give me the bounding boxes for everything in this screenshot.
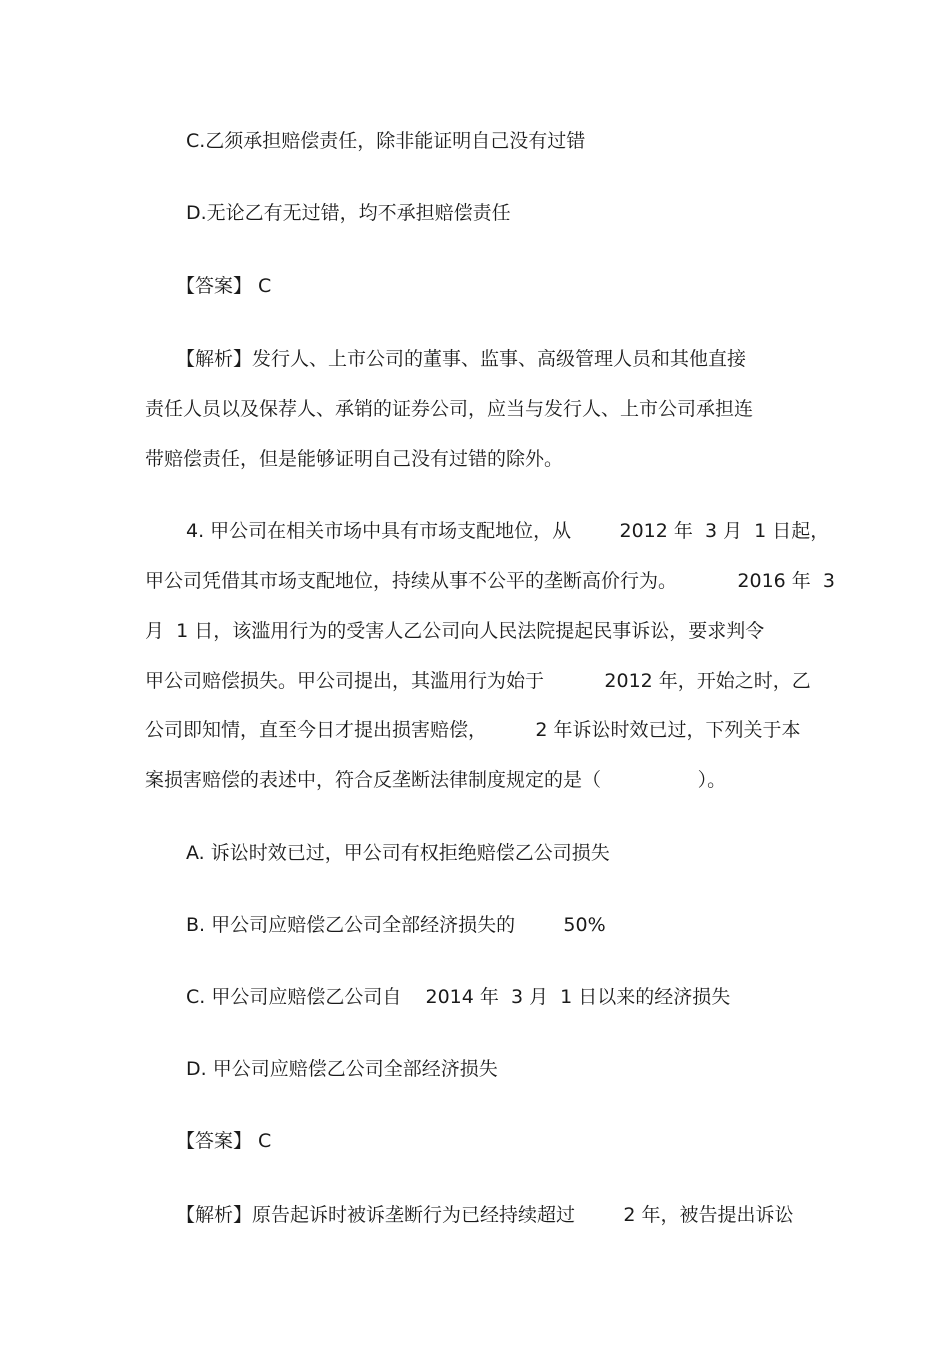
explanation-line-3: 带赔偿责任，但是能够证明自己没有过错的除外。 — [145, 448, 564, 470]
question-4-line-4: 甲公司赔偿损失。甲公司提出，其滥用行为始于 2012 年，开始之时，乙 — [145, 670, 811, 692]
option-d-prev-question: D.无论乙有无过错，均不承担赔偿责任 — [186, 202, 511, 224]
question-4-option-d: D. 甲公司应赔偿乙公司全部经济损失 — [186, 1058, 498, 1080]
option-c-prev-question: C.乙须承担赔偿责任，除非能证明自己没有过错 — [186, 130, 586, 152]
question-4-line-6: 案损害赔偿的表述中，符合反垄断法律制度规定的是（ ）。 — [145, 769, 727, 791]
question-4-line-5: 公司即知情，直至今日才提出损害赔偿， 2 年诉讼时效已过，下列关于本 — [145, 719, 801, 741]
question-4-line-1: 4. 甲公司在相关市场中具有市场支配地位，从 2012 年 3 月 1 日起， — [186, 520, 830, 542]
answer-question-4: 【答案】 C — [176, 1130, 272, 1152]
explanation-line-1: 【解析】发行人、上市公司的董事、监事、高级管理人员和其他直接 — [176, 348, 747, 370]
explanation-question-4-line-1: 【解析】原告起诉时被诉垄断行为已经持续超过 2 年，被告提出诉讼 — [176, 1204, 794, 1226]
explanation-line-2: 责任人员以及保荐人、承销的证券公司，应当与发行人、上市公司承担连 — [145, 398, 754, 420]
question-4-option-c: C. 甲公司应赔偿乙公司自 2014 年 3 月 1 日以来的经济损失 — [186, 986, 731, 1008]
question-4-line-3: 月 1 日，该滥用行为的受害人乙公司向人民法院提起民事诉讼，要求判令 — [145, 620, 765, 642]
question-4-option-a: A. 诉讼时效已过，甲公司有权拒绝赔偿乙公司损失 — [186, 842, 610, 864]
question-4-line-2: 甲公司凭借其市场支配地位，持续从事不公平的垄断高价行为。 2016 年 3 — [145, 570, 835, 592]
question-4-option-b: B. 甲公司应赔偿乙公司全部经济损失的 50% — [186, 914, 606, 936]
answer-prev-question: 【答案】 C — [176, 275, 272, 297]
